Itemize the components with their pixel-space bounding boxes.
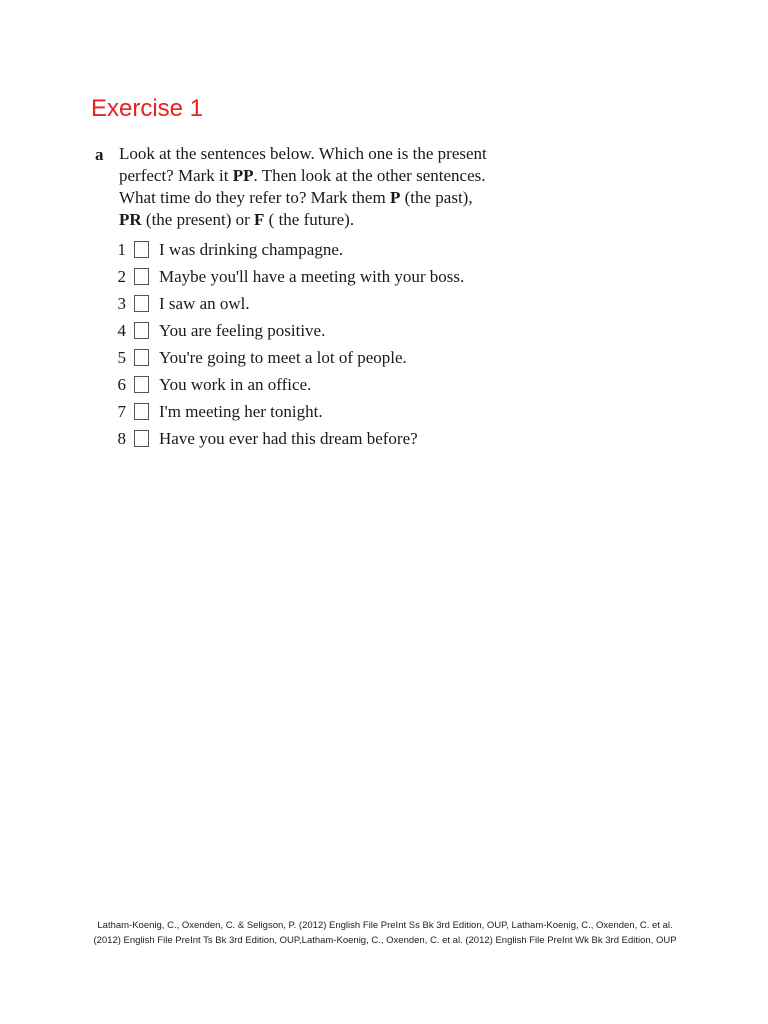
sentence-text: I saw an owl. bbox=[159, 293, 250, 313]
answer-box[interactable] bbox=[134, 403, 149, 420]
sentence-text: You're going to meet a lot of people. bbox=[159, 347, 407, 367]
sentence-item bbox=[112, 290, 464, 317]
source-citation: Latham-Koenig, C., Oxenden, C. & Seligson, P. (2012) English File PreInt Ss Bk 3rd Edition, OUP, Latham-Koenig, C., Oxenden, C. et al.(2012) English File PreInt Ts Bk 3rd Edition, OUP,Latham-Koenig, C., Oxenden, C. et al. (2012) English File PreInt Wk Bk 3rd Edition, OUP bbox=[93, 920, 677, 946]
sentence-item bbox=[112, 398, 464, 425]
exercise-title: Exercise 1 bbox=[91, 95, 204, 122]
task-letter: a bbox=[95, 145, 104, 164]
answer-box[interactable] bbox=[134, 241, 149, 258]
sentence-text: You work in an office. bbox=[159, 374, 312, 394]
instruction-line: Look at the sentences below. Which one is the present bbox=[119, 144, 487, 163]
sentence-text: Maybe you'll have a meeting with your boss. bbox=[159, 266, 465, 286]
instruction-line: What time do they refer to? Mark them P (the past), bbox=[119, 188, 473, 207]
sentence-item bbox=[112, 317, 464, 344]
answer-box[interactable] bbox=[134, 376, 149, 393]
item-number: 6 bbox=[117, 374, 126, 394]
answer-box[interactable] bbox=[134, 349, 149, 366]
sentence-item bbox=[112, 344, 464, 371]
sentence-item bbox=[112, 263, 464, 290]
sentence-text: I'm meeting her tonight. bbox=[159, 401, 323, 421]
sentence-text: You are feeling positive. bbox=[159, 320, 326, 340]
item-number: 2 bbox=[117, 266, 126, 286]
item-number: 1 bbox=[117, 239, 126, 259]
item-number: 8 bbox=[117, 428, 126, 448]
sentence-text: I was drinking champagne. bbox=[159, 239, 344, 259]
item-number: 5 bbox=[117, 347, 126, 367]
sentence-item bbox=[112, 236, 464, 263]
sentence-list bbox=[112, 236, 464, 452]
item-number: 7 bbox=[117, 401, 126, 421]
item-number: 3 bbox=[117, 293, 126, 313]
answer-box[interactable] bbox=[134, 268, 149, 285]
item-number: 4 bbox=[117, 320, 126, 340]
answer-box[interactable] bbox=[134, 430, 149, 447]
sentence-text: Have you ever had this dream before? bbox=[159, 428, 418, 448]
task-instructions bbox=[119, 143, 559, 231]
sentence-item bbox=[112, 371, 464, 398]
answer-box[interactable] bbox=[134, 322, 149, 339]
sentence-item bbox=[112, 425, 464, 452]
instruction-line: PR (the present) or F ( the future). bbox=[119, 210, 355, 229]
answer-box[interactable] bbox=[134, 295, 149, 312]
instruction-line: perfect? Mark it PP. Then look at the other sentences. bbox=[119, 166, 486, 185]
